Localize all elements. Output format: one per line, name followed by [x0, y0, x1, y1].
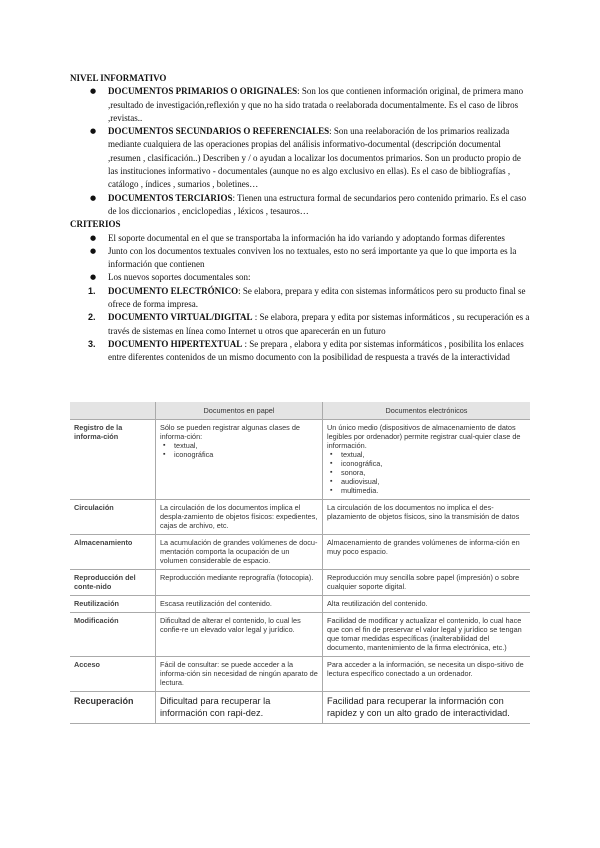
table-row	[70, 420, 530, 500]
row-label: Acceso	[70, 657, 156, 692]
list-item	[70, 311, 530, 338]
definition: : Son los que contienen información original, de primera mano ,resultado de investigación,reflexión y que no ha sido tratada o reelaborada documentalmente. Es el caso de libros ,revistas..	[108, 86, 524, 123]
table-row	[70, 657, 530, 692]
paper-cell: La acumulación de grandes volúmenes de docu-mentación comporta la ocupación de un volumen considerable de espacio.	[156, 535, 323, 570]
list-item: ▪ audiovisual,	[327, 477, 526, 486]
list-item: ▪ sonora,	[327, 468, 526, 477]
table-row	[70, 535, 530, 570]
term: DOCUMENTO HIPERTEXTUAL	[108, 338, 243, 349]
electronic-cell: Facilidad de modificar y actualizar el contenido, lo cual hace que con el fin de preservar el valor legal y jurídico se tengan que tomar medidas específicas (inalterabilidad del documento, mantenimiento de la firma electrónica, etc.)	[323, 613, 531, 657]
list-item: ▪ iconográfica,	[327, 459, 526, 468]
electronic-cell: Alta reutilización del contenido.	[323, 596, 531, 613]
list-item: ▪ multimedia.	[327, 486, 526, 495]
electronic-cell	[323, 420, 531, 500]
term: DOCUMENTO ELECTRÓNICO	[108, 285, 239, 296]
term: DOCUMENTOS TERCIARIOS	[108, 192, 233, 203]
list-item	[70, 85, 530, 125]
table-header-row	[70, 402, 530, 420]
paper-cell: La circulación de los documentos implica el despla-zamiento de objetos físicos: expedientes, cajas de archivo, etc.	[156, 500, 323, 535]
list-item	[70, 338, 530, 365]
table-row	[70, 692, 530, 724]
definition: : Se elabora, prepara y edita por sistemas informáticos , su recuperación es a través de sistemas en línea como Internet u otros que aparecerán en un futuro	[108, 312, 530, 336]
criterios-list	[70, 232, 530, 285]
electronic-cell: Facilidad para recuperar la información con rapidez y con un alto grado de interactividad.	[323, 692, 531, 724]
criterios-title: CRITERIOS	[70, 219, 121, 230]
electronic-cell: La circulación de los documentos no implica el des-plazamiento de objetos físicos, sino la transmisión de datos	[323, 500, 531, 535]
header-cell: Documentos en papel	[156, 402, 323, 420]
electronic-cell: Para acceder a la información, se necesita un dispo-sitivo de lectura específico conectado a un ordenador.	[323, 657, 531, 692]
comparison-table	[70, 402, 530, 724]
soportes-list	[70, 285, 530, 365]
list-item: ▪ iconográfica	[160, 450, 318, 459]
list-item	[70, 125, 530, 191]
definition: : Tienen una estructura formal de secundarios pero contenido primario. Es el caso de los diccionarios , enciclopedias , léxicos , tesauros…	[108, 192, 527, 216]
electronic-cell: Reproducción muy sencilla sobre papel (impresión) o sobre cualquier soporte digital.	[323, 570, 531, 596]
item-number: 1.	[88, 285, 96, 296]
row-label: Reproducción del conte-nido	[70, 570, 156, 596]
list-item: ▪ textual,	[327, 450, 526, 459]
row-label: Almacenamiento	[70, 535, 156, 570]
paper-cell	[156, 420, 323, 500]
document-body	[70, 72, 530, 365]
sub-list	[327, 450, 526, 495]
sub-list	[160, 441, 318, 459]
row-label: Circulación	[70, 500, 156, 535]
document-types-list	[70, 85, 530, 218]
list-item	[70, 285, 530, 312]
definition: : Se elabora, prepara y edita con sistemas informáticos pero su producto final se ofrece de forma impresa.	[108, 285, 526, 310]
paper-cell: Dificultad de alterar el contenido, lo cual les confie-re un elevado valor legal y jurídico.	[156, 613, 323, 657]
header-cell	[70, 402, 156, 420]
paper-cell: Dificultad para recuperar la información con rapi-dez.	[156, 692, 323, 724]
item-number: 3.	[88, 338, 96, 349]
header-cell: Documentos electrónicos	[323, 402, 531, 420]
table-row	[70, 596, 530, 613]
row-label: Reutilización	[70, 596, 156, 613]
list-item: ● Junto con los documentos textuales conviven los no textuales, esto no será importante ya que lo que importa es la información que contienen	[70, 245, 530, 272]
list-item: ▪ textual,	[160, 441, 318, 450]
paper-cell: Fácil de consultar: se puede acceder a la informa-ción sin necesidad de ningún aparato de lectura.	[156, 657, 323, 692]
term: DOCUMENTO VIRTUAL/DIGITAL	[108, 312, 253, 323]
electronic-cell: Almacenamiento de grandes volúmenes de informa-ción en muy poco espacio.	[323, 535, 531, 570]
section-title: NIVEL INFORMATIVO	[70, 73, 167, 83]
paper-cell: Reproducción mediante reprografía (fotocopia).	[156, 570, 323, 596]
paper-cell: Escasa reutilización del contenido.	[156, 596, 323, 613]
term: DOCUMENTOS SECUNDARIOS O REFERENCIALES	[108, 126, 330, 137]
definition: : Se prepara , elabora y edita por sistemas informáticos , posibilita los enlaces entre diferentes contenidos de un mismo documento con la posibilidad de respuesta a través de la interactividad	[108, 338, 524, 363]
table-row	[70, 570, 530, 596]
item-number: 2.	[88, 312, 96, 323]
term: DOCUMENTOS PRIMARIOS O ORIGINALES	[108, 86, 298, 97]
row-label: Modificación	[70, 613, 156, 657]
cell-text: Un único medio (dispositivos de almacenamiento de datos legibles por ordenador) permite registrar cual-quier clase de información.	[327, 423, 521, 450]
cell-text: Sólo se pueden registrar algunas clases de informa-ción:	[160, 423, 300, 441]
list-item: ● Los nuevos soportes documentales son:	[70, 271, 530, 284]
definition: : Son una reelaboración de los primarios realizada mediante cualquiera de las operaciones propias del análisis informativo-documental (descripción documental ,resumen , clasificación..) Describen y / o ayudan a localizar los documentos primarios. Son un producto propio de las instituciones informativo - documentales (aunque no es algo exclusivo en ellas). Es el caso de bibliografías , catálogo , índices , sumarios , boletines…	[108, 126, 521, 190]
list-item	[70, 192, 530, 219]
table-row	[70, 613, 530, 657]
row-label: Recuperación	[70, 692, 156, 724]
list-item: ● El soporte documental en el que se transportaba la información ha ido variando y adoptando formas diferentes	[70, 232, 530, 245]
table-row	[70, 500, 530, 535]
row-label: Registro de la informa-ción	[70, 420, 156, 500]
